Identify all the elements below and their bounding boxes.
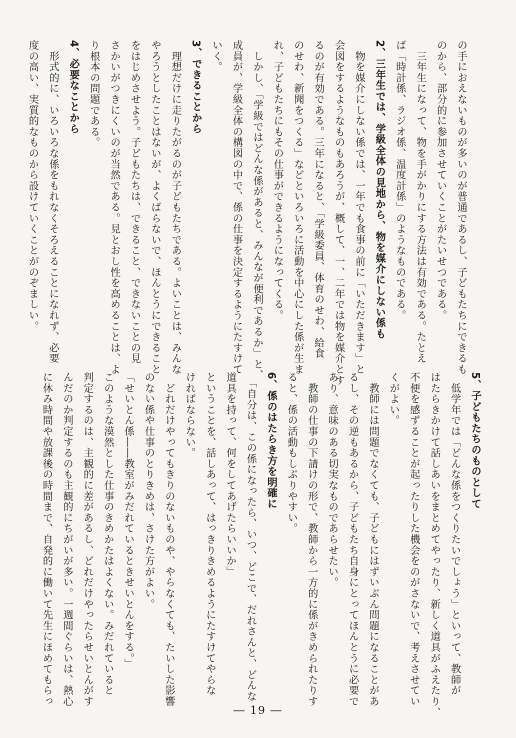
text-line: 物を媒介にしない係では、一年でも食事の前に「いただきます」と [352,40,364,375]
section-heading: 3、できることから [189,40,201,135]
text-line: のない係や仕事のとりきめは、さけた方がよい。 [142,372,154,610]
text-line: 判定するのは、主観的に差があるし、どれだけやったらせいとんがす [81,372,93,707]
text-line: 低学年では「どんな係をつくりたいでしょう」といって、教師が [448,372,460,696]
section-heading: 4、必要なことから [67,40,79,135]
text-line: に休み時間や放課後の時間まで、自発的に働いて先生にほめてもらっ [40,372,52,707]
text-line: やろうとしたことはないが、よくばらないで、ほんとうにできること [148,40,160,375]
text-line: をはじめさせよう。子どもたちは、できること、できないことの見 [128,40,140,364]
text-line: 形式的に、いろいろな係をもれなくそろえることになれず、必要 [46,40,58,364]
text-line: の手におえないものが多いのが普通であるし、子どもたちにできるも [455,40,466,375]
text-line: のから、部分的に参加させていくことがたいせつである。 [434,40,446,321]
text-line: るし、その逆もあるから、子どもたち自身にとってほんとうに必要で [346,372,358,707]
text-line: しかし、「学級ではどんな係があると、みんなが便利であるか」と、 [250,40,262,381]
text-line: あり、意味のある切実なものであらせたい。 [326,372,338,588]
text-line: 不便を感ずることが起ったりした機会をのがさないで、考えさせてい [407,372,419,707]
text-line: はたらきかけて話しあいをまとめてやったり、新しく道具がふえたり、 [428,372,440,718]
text-line: 三年生になって、物を手がかりにする方法は有効である。たとえ [414,40,426,364]
text-line: ということを、話しあって、はっきりきめるようにたすけてやらな [203,372,215,696]
text-line: んだのか判定するのも主観的にちがいが多い。一週間ぐらいは、熱心 [60,372,72,707]
text-line: り根本の問題である。 [87,40,99,148]
text-line: のせわ、新聞をつくる」などといろいろに活動を中心にした係が生ま [291,40,303,375]
text-line: 度の高い、実質的なものから設けていくことがのぞましい。 [26,40,38,332]
page-number: ― 19 ― [233,704,283,717]
text-line: いく。 [210,40,222,73]
section-heading: 5、子どもたちのものとして [469,372,480,510]
text-line: るのが有効である。三年になると、「学級委員、体育のせわ、給食 [312,40,324,359]
text-line: 理想だけに走りたがるのが子どもたちである。よいことは、みんな [169,40,181,375]
text-line: このような漠然とした仕事のきめかたはよくない。みだれていると [101,372,113,696]
text-line: さかいがつきにくいのが当然である。見とおし性を高めることは、よ [108,40,120,375]
text-line: 成員が、学級全体の構図の中で、係の仕事を決定するようにたすけて [230,40,242,375]
text-line: れ、子どもたちにもその仕事ができるようになってくる。 [271,40,283,321]
text-line: 教師の仕事の下請けの形で、教師から一方的に係がきめられたりす [305,372,317,707]
text-line: くがよい。 [387,372,399,426]
text-line: どれだけやってもきりのないものや、やらなくても、たいした影響 [162,372,174,707]
text-line: ば「時計係、ラジオ係、温度計係」のようなものである。 [393,40,405,321]
text-line: 「せいとん係――教室がみだれているときせいとんをする。」 [122,372,134,670]
text-line: 会図をするようなものもあろうが、概して、一、二年では物を媒介とす [332,40,344,386]
text-line: ければならない。 [183,372,195,459]
text-line: 教師には問題でなくても、子どもにはずいぶん問題になることがあ [366,372,378,707]
upper-text-block [18,40,470,386]
section-heading: 2、三年生では、学級全体の見地から、物を媒介にしない係も [373,40,385,340]
section-heading: 6、係のはたらき方を明確に [264,372,276,510]
text-line: 道具を持って、何をしてあげたらいいか」 [224,372,236,578]
text-line: 「自分は、この係になったら、いつ、どこで、だれさんと、どんな [244,372,256,702]
text-line: ると、係の活動もしぶりやすい。 [285,372,297,534]
